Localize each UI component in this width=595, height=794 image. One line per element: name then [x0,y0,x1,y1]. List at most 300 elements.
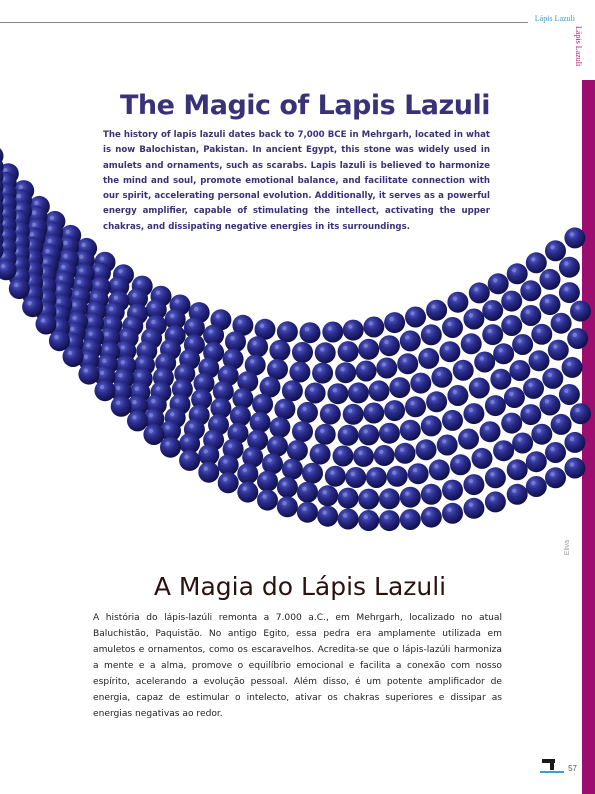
bead-highlight [43,259,47,263]
bead-highlight [348,409,352,413]
bead [482,324,503,345]
english-title: The Magic of Lapis Lazuli [120,90,490,121]
bead-highlight [272,440,276,444]
bead-highlight [223,459,227,463]
bead [485,467,506,488]
bead-highlight [63,254,67,258]
bead-highlight [204,449,208,453]
bead-highlight [48,239,52,243]
bead [551,414,572,435]
bead-highlight [421,444,425,448]
bead-highlight [116,386,120,390]
bead-highlight [1,264,5,268]
bead-highlight [184,354,188,358]
bead-highlight [570,462,574,466]
bead-highlight [32,223,36,227]
bead-highlight [455,459,459,463]
bead-highlight [196,394,200,398]
bead-highlight [333,388,337,392]
bead [160,437,181,458]
bead-highlight [262,494,266,498]
bead-highlight [156,291,160,295]
bead [312,363,333,384]
bead [384,400,405,421]
bead [520,280,541,301]
bead-highlight [189,339,193,343]
bead [95,380,116,401]
bead-highlight [128,320,132,324]
bead [218,454,239,475]
bead-highlight [307,468,311,472]
bead-highlight [474,382,478,386]
bead-highlight [553,344,557,348]
bead-highlight [16,194,20,198]
bead-highlight [545,274,549,278]
bead-highlight [469,479,473,483]
bead [287,440,308,461]
bead [345,467,366,488]
bead-highlight [575,408,579,412]
bead [567,328,588,349]
bead-highlight [575,305,579,309]
bead-highlight [447,484,451,488]
bead [374,445,395,466]
bead [564,227,585,248]
bead-highlight [392,471,396,475]
bead-highlight [469,408,473,412]
bead-highlight [238,393,242,397]
bead-highlight [79,255,83,259]
bead [431,367,452,388]
bead-highlight [488,305,492,309]
bead-highlight [88,318,92,322]
bead-highlight [526,285,530,289]
bead [379,423,400,444]
bead-highlight [507,417,511,421]
bead [250,412,271,433]
bead-highlight [132,400,136,404]
bead [322,322,343,343]
bead-highlight [410,311,414,315]
bead-highlight [570,232,574,236]
bead [458,429,479,450]
bead [490,369,511,390]
bead [501,315,522,336]
bead-highlight [469,313,473,317]
bead-highlight [68,351,72,355]
bead [501,413,522,434]
bead [395,443,416,464]
bead [564,432,585,453]
bead [559,257,580,278]
bead [252,394,273,415]
bead-highlight [556,318,560,322]
bead-highlight [405,335,409,339]
bead-highlight [132,308,136,312]
bead-highlight [537,429,541,433]
bead-highlight [146,333,150,337]
bead-highlight [493,278,497,282]
bead-highlight [447,322,451,326]
bead [545,467,566,488]
bead-highlight [45,249,49,253]
bead-highlight [243,486,247,490]
bead-highlight [413,468,417,472]
bead [453,360,474,381]
bead-highlight [114,296,118,300]
bead [379,510,400,531]
bead-highlight [405,514,409,518]
bead-highlight [507,295,511,299]
bead-highlight [61,265,65,269]
bead-highlight [104,332,108,336]
bead [274,399,295,420]
bead-highlight [170,330,174,334]
bead-highlight [114,281,118,285]
bead-highlight [338,450,342,454]
bead-highlight [426,511,430,515]
bead-highlight [233,428,237,432]
bead-highlight [382,362,386,366]
bead [416,439,437,460]
bead-highlight [175,299,179,303]
bead [257,471,278,492]
bead-highlight [34,201,38,205]
bead-highlight [512,268,516,272]
bead-highlight [490,472,494,476]
bead [570,403,591,424]
bead [300,322,321,343]
bead-highlight [403,358,407,362]
bead-highlight [30,232,34,236]
bead-highlight [458,365,462,369]
bead [389,377,410,398]
bead [562,357,583,378]
bead-highlight [498,445,502,449]
bead [363,403,384,424]
bead-highlight [445,346,449,350]
bead-highlight [297,347,301,351]
bead-highlight [512,489,516,493]
bead [338,425,359,446]
bead [512,334,533,355]
bead [531,424,552,445]
page-number: 57 [568,764,577,773]
bead [405,307,426,328]
running-head: Lápis Lazuli [534,14,575,23]
bead-highlight [257,399,261,403]
bead [247,336,268,357]
bead-highlight [463,433,467,437]
bead [526,476,547,497]
bead-highlight [170,314,174,318]
bead-highlight [228,353,232,357]
bead-highlight [156,386,160,390]
bead-highlight [302,487,306,491]
portuguese-body: A história do lápis-lazúli remonta a 7.000 a.C., em Mehrgarh, localizado no atual Baluchistão, Paquistão. No antigo Egito, essa pedra era amplamente utilizada em amuletos e ornamentos, como os escaravelhos. Acredita-se que o lápis-lazúli harmoniza a mente e a alma, promove o equilíbrio emocional e facilita a conexão com nosso espírito, acelerando a evolução pessoal. Além disso, é um potente amplificador de energia, capaz de estimular o intelecto, ativar os chakras superiores e dissipar as energias negativas ao redor. [93,613,502,719]
bead-highlight [252,435,256,439]
bead [325,466,346,487]
bead-highlight [545,399,549,403]
bead-highlight [218,386,222,390]
bead [358,489,379,510]
bead [520,305,541,326]
bead [237,482,258,503]
bead [504,387,525,408]
bead-highlight [204,467,208,471]
bead [315,342,336,363]
bead-highlight [447,508,451,512]
bead-highlight [75,291,79,295]
bead [237,463,258,484]
bead [111,396,132,417]
bead-highlight [292,445,296,449]
bead-highlight [116,401,120,405]
bead-highlight [121,345,125,349]
bead [369,380,390,401]
bead-highlight [93,294,97,298]
bead-highlight [151,304,155,308]
bead-highlight [184,438,188,442]
bead [463,498,484,519]
bead-highlight [564,287,568,291]
bead-highlight [238,320,242,324]
bead [49,330,70,351]
bead [548,340,569,361]
bead [179,450,200,471]
bead [267,436,288,457]
bead-highlight [405,492,409,496]
bead [297,502,318,523]
bead-highlight [287,385,291,389]
bead-highlight [91,306,95,310]
bead [408,463,429,484]
bead [289,362,310,383]
bead-highlight [100,385,104,389]
bead [277,477,298,498]
bead-highlight [194,410,198,414]
bead-highlight [14,283,18,287]
bead-highlight [305,327,309,331]
bead-highlight [323,511,327,515]
bead-highlight [230,336,234,340]
bead-highlight [158,372,162,376]
bead-highlight [343,513,347,517]
bead-highlight [340,367,344,371]
bead [421,507,442,528]
bead-highlight [384,515,388,519]
bead [397,353,418,374]
bead-highlight [184,455,188,459]
bead [507,263,528,284]
bead-highlight [100,257,104,261]
bead-highlight [213,419,217,423]
bead-highlight [358,451,362,455]
bead-highlight [517,339,521,343]
bead [320,404,341,425]
bead-highlight [405,425,409,429]
bead-highlight [132,293,136,297]
bead-highlight [100,371,104,375]
bead-highlight [534,355,538,359]
bead-highlight [395,382,399,386]
bead [526,451,547,472]
bead [363,317,384,338]
bead-highlight [250,359,254,363]
bead-highlight [123,332,127,336]
bead [277,496,298,517]
bead-highlight [199,378,203,382]
bead-highlight [297,426,301,430]
bead-highlight [84,355,88,359]
bead-highlight [121,360,125,364]
bead [442,480,463,501]
bead-highlight [556,419,560,423]
bead [353,446,374,467]
bead-highlight [507,320,511,324]
bead-highlight [175,399,179,403]
bead-highlight [151,399,155,403]
bead [507,484,528,505]
bead [529,350,550,371]
bead-highlight [54,335,58,339]
bead-highlight [369,407,373,411]
bead-highlight [490,400,494,404]
bead-highlight [235,410,239,414]
bead-highlight [389,405,393,409]
bead [302,463,323,484]
bead [463,403,484,424]
bead-highlight [161,357,165,361]
bead-highlight [282,326,286,330]
bead [442,410,463,431]
bead [509,360,530,381]
bead-highlight [509,392,513,396]
bead-highlight [328,326,332,330]
bead-highlight [531,456,535,460]
bead-highlight [165,442,169,446]
bead-highlight [272,364,276,368]
bead [545,240,566,261]
bead-highlight [351,472,355,476]
bead-highlight [180,368,184,372]
bead-highlight [426,489,430,493]
bead-highlight [260,324,264,328]
bead-highlight [379,450,383,454]
bead-highlight [410,401,414,405]
bead-highlight [41,318,45,322]
bead-highlight [310,387,314,391]
bead [327,383,348,404]
bead-highlight [275,422,279,426]
bead [405,396,426,417]
bead-highlight [364,429,368,433]
bead-highlight [295,366,299,370]
bead [526,252,547,273]
bead-highlight [204,362,208,366]
bead [485,491,506,512]
bead-highlight [431,396,435,400]
bead-highlight [88,332,92,336]
bead [488,273,509,294]
bead-highlight [442,439,446,443]
bead [333,446,354,467]
bead-highlight [564,389,568,393]
bead-highlight [255,417,259,421]
bead-highlight [280,403,284,407]
bead [257,490,278,511]
bead [450,454,471,475]
bead-highlight [343,346,347,350]
bead-highlight [265,381,269,385]
bead-highlight [151,320,155,324]
bead [292,421,313,442]
bead-highlight [353,387,357,391]
bead-highlight [426,329,430,333]
bead-highlight [325,408,329,412]
bead [540,294,561,315]
bead-highlight [384,340,388,344]
bead-highlight [453,297,457,301]
bead-highlight [545,299,549,303]
bead [63,346,84,367]
portuguese-title: A Magia do Lápis Lazuli [153,572,447,601]
bead-highlight [177,383,181,387]
bead [400,420,421,441]
bead-highlight [426,420,430,424]
english-body: The history of lapis lazuli dates back to 7,000 BCE in Mehrgarh, located in what is now Balochistan, Pakistan. In ancient Egypt, this stone was widely used in amulets and ornaments, such as scarabs. Lapis lazuli is believed to harmonize the mind and soul, promote emotional balance, and facilitate connection with our spirit, accelerating personal evolution. Additionally, it serves as a powerful energy amplifier, capable of stimulating the intellect, activating the upper chakras, and dissipating negative energies in its surroundings. [103,130,490,232]
bead-highlight [302,507,306,511]
bead-highlight [537,329,541,333]
bead [277,321,298,342]
bead-highlight [488,329,492,333]
bead-highlight [57,299,61,303]
bead [376,358,397,379]
bead-highlight [498,348,502,352]
bead [493,440,514,461]
bead-highlight [323,490,327,494]
bead-highlight [170,412,174,416]
bead-highlight [252,341,256,345]
bead [523,378,544,399]
bead-highlight [548,373,552,377]
bead [421,484,442,505]
bead [297,402,318,423]
bead [338,341,359,362]
bead-highlight [343,492,347,496]
bead-highlight [490,496,494,500]
bead [400,487,421,508]
bead [297,482,318,503]
bead [469,378,490,399]
bead [36,314,57,335]
bead-highlight [216,403,220,407]
bead-highlight [19,185,23,189]
bead-highlight [77,280,81,284]
bead-highlight [223,477,227,481]
bead [564,458,585,479]
bead-highlight [118,373,122,377]
bead [269,340,290,361]
bead [292,342,313,363]
bead [22,296,43,317]
bead [501,291,522,312]
bead [559,384,580,405]
bead-highlight [139,359,143,363]
bead [485,395,506,416]
bead [520,404,541,425]
bead [379,335,400,356]
